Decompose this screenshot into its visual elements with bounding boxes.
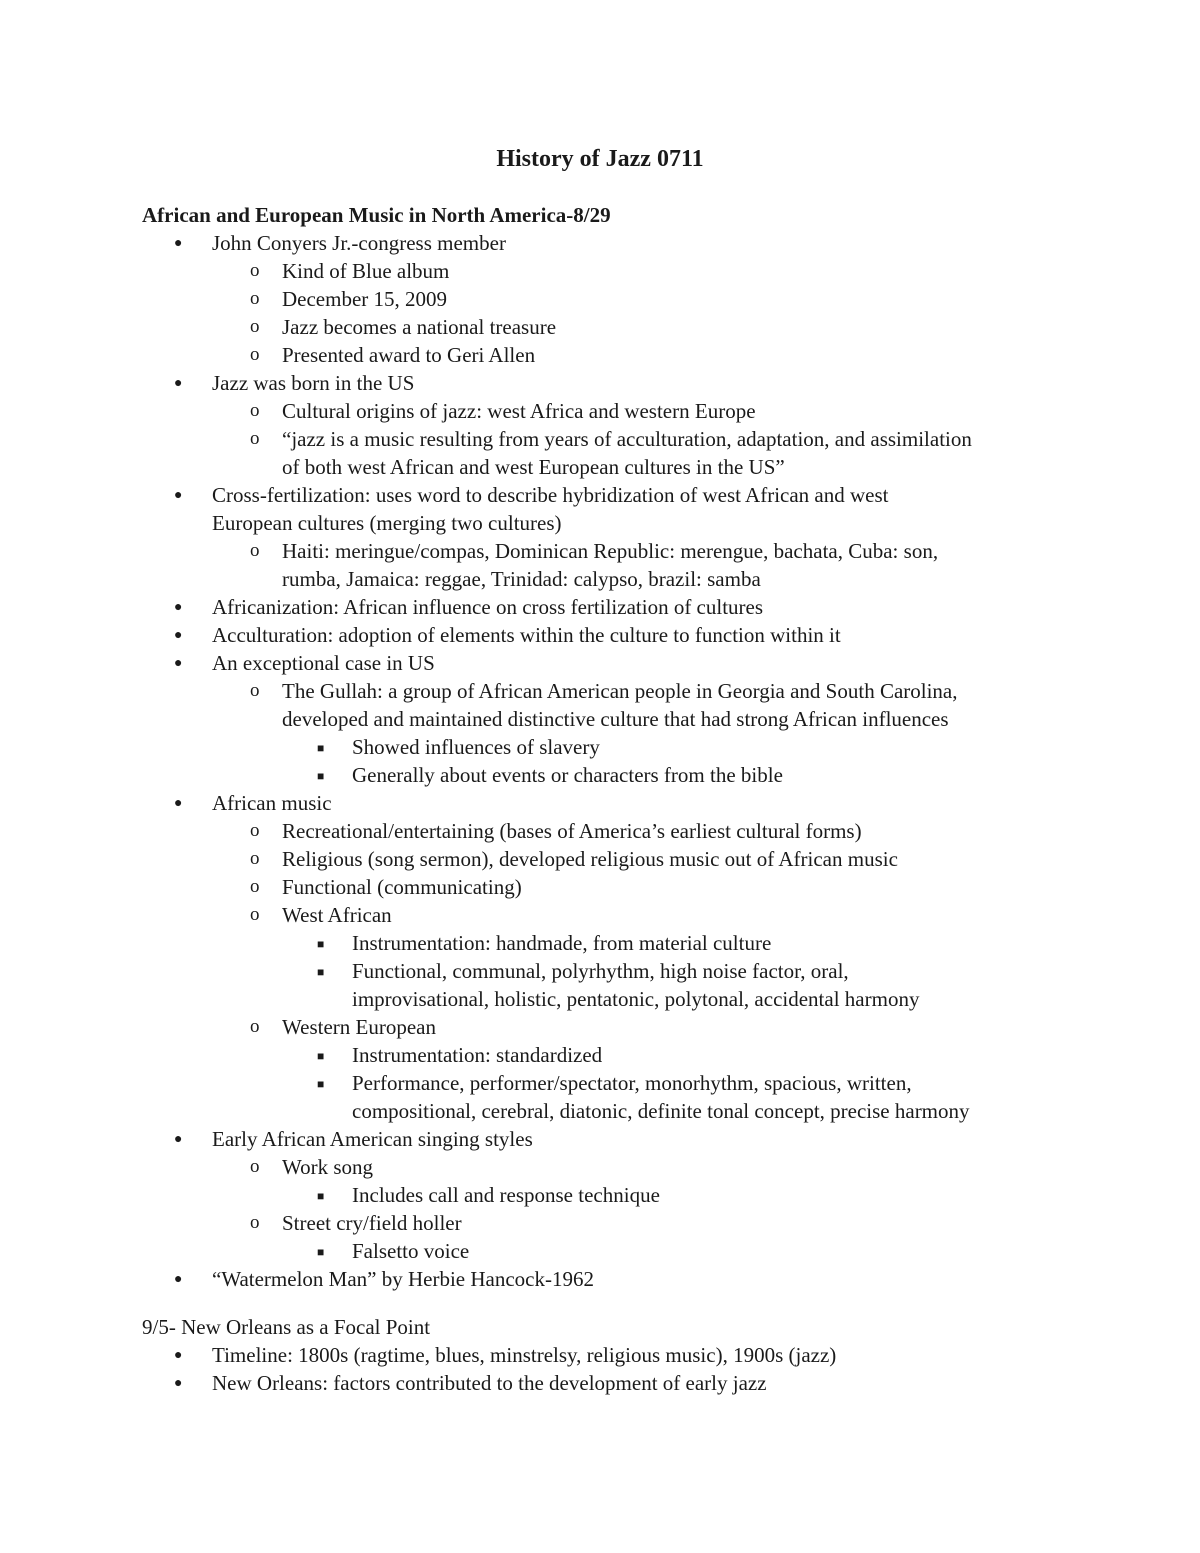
list-item-level-1 bbox=[0, 229, 1200, 257]
list-item-level-1 bbox=[0, 649, 1200, 677]
list-item-text: December 15, 2009 bbox=[282, 287, 448, 311]
circle-marker: o bbox=[250, 680, 260, 701]
square-marker: ■ bbox=[317, 1245, 325, 1259]
list-item-level-2 bbox=[0, 425, 1200, 481]
section-1-notes-list bbox=[0, 229, 1200, 1293]
list-item-level-3 bbox=[0, 929, 1200, 957]
list-item-text: Instrumentation: standardized bbox=[352, 1043, 603, 1067]
list-item-level-1 bbox=[0, 369, 1200, 397]
list-item-text-continuation: of both west African and west European cultures in the US” bbox=[282, 455, 785, 479]
list-item-level-2 bbox=[0, 257, 1200, 285]
section-heading-2: 9/5- New Orleans as a Focal Point bbox=[142, 1315, 431, 1339]
list-item-level-3 bbox=[0, 761, 1200, 789]
square-marker: ■ bbox=[317, 769, 325, 783]
list-item-text: The Gullah: a group of African American people in Georgia and South Carolina, bbox=[282, 679, 958, 703]
circle-marker: o bbox=[250, 428, 260, 449]
bullet-marker: ● bbox=[174, 796, 183, 811]
list-item-level-1 bbox=[0, 1341, 1200, 1369]
list-item-text: Timeline: 1800s (ragtime, blues, minstrelsy, religious music), 1900s (jazz) bbox=[212, 1343, 837, 1367]
circle-marker: o bbox=[250, 820, 260, 841]
list-item-text: Presented award to Geri Allen bbox=[282, 343, 536, 367]
bullet-marker: ● bbox=[174, 1132, 183, 1147]
bullet-marker: ● bbox=[174, 488, 183, 503]
square-marker: ■ bbox=[317, 741, 325, 755]
square-marker: ■ bbox=[317, 1049, 325, 1063]
list-item-text: West African bbox=[282, 903, 392, 927]
list-item-text: Kind of Blue album bbox=[282, 259, 450, 283]
list-item-text: Falsetto voice bbox=[352, 1239, 470, 1263]
list-item-level-1 bbox=[0, 593, 1200, 621]
list-item-level-3 bbox=[0, 1237, 1200, 1265]
list-item-level-2 bbox=[0, 537, 1200, 593]
circle-marker: o bbox=[250, 400, 260, 421]
list-item-level-2 bbox=[0, 313, 1200, 341]
list-item-level-2 bbox=[0, 817, 1200, 845]
list-item-text: Work song bbox=[282, 1155, 374, 1179]
list-item-text: New Orleans: factors contributed to the development of early jazz bbox=[212, 1371, 767, 1395]
circle-marker: o bbox=[250, 1016, 260, 1037]
list-item-level-2 bbox=[0, 1013, 1200, 1041]
list-item-level-2 bbox=[0, 677, 1200, 733]
list-item-text: Includes call and response technique bbox=[352, 1183, 660, 1207]
circle-marker: o bbox=[250, 904, 260, 925]
list-item-level-2 bbox=[0, 845, 1200, 873]
circle-marker: o bbox=[250, 344, 260, 365]
list-item-level-3 bbox=[0, 1041, 1200, 1069]
list-item-text: Acculturation: adoption of elements within the culture to function within it bbox=[212, 623, 841, 647]
bullet-marker: ● bbox=[174, 628, 183, 643]
list-item-level-1 bbox=[0, 1125, 1200, 1153]
bullet-marker: ● bbox=[174, 236, 183, 251]
list-item-text: Functional, communal, polyrhythm, high noise factor, oral, bbox=[352, 959, 849, 983]
list-item-level-3 bbox=[0, 1181, 1200, 1209]
list-item-text: Street cry/field holler bbox=[282, 1211, 462, 1235]
list-item-level-2 bbox=[0, 901, 1200, 929]
list-item-text: John Conyers Jr.-congress member bbox=[212, 231, 506, 255]
list-item-level-2 bbox=[0, 1153, 1200, 1181]
circle-marker: o bbox=[250, 1212, 260, 1233]
list-item-text: Functional (communicating) bbox=[282, 875, 522, 899]
list-item-text: Religious (song sermon), developed religious music out of African music bbox=[282, 847, 898, 871]
circle-marker: o bbox=[250, 1156, 260, 1177]
list-item-text: African music bbox=[212, 791, 332, 815]
list-item-text: Performance, performer/spectator, monorhythm, spacious, written, bbox=[352, 1071, 912, 1095]
list-item-text: Western European bbox=[282, 1015, 436, 1039]
list-item-text: Showed influences of slavery bbox=[352, 735, 600, 759]
circle-marker: o bbox=[250, 848, 260, 869]
circle-marker: o bbox=[250, 260, 260, 281]
list-item-text: Africanization: African influence on cross fertilization of cultures bbox=[212, 595, 764, 619]
list-item-level-2 bbox=[0, 285, 1200, 313]
square-marker: ■ bbox=[317, 1189, 325, 1203]
list-item-level-1 bbox=[0, 1369, 1200, 1397]
list-item-level-3 bbox=[0, 733, 1200, 761]
circle-marker: o bbox=[250, 316, 260, 337]
list-item-text: Jazz was born in the US bbox=[212, 371, 415, 395]
circle-marker: o bbox=[250, 876, 260, 897]
square-marker: ■ bbox=[317, 965, 325, 979]
list-item-text: “Watermelon Man” by Herbie Hancock-1962 bbox=[212, 1267, 594, 1291]
bullet-marker: ● bbox=[174, 376, 183, 391]
list-item-level-1 bbox=[0, 621, 1200, 649]
list-item-level-1 bbox=[0, 1265, 1200, 1293]
list-item-text: “jazz is a music resulting from years of acculturation, adaptation, and assimilation bbox=[282, 427, 972, 451]
list-item-text-continuation: developed and maintained distinctive culture that had strong African influences bbox=[282, 707, 949, 731]
list-item-text-continuation: improvisational, holistic, pentatonic, polytonal, accidental harmony bbox=[352, 987, 920, 1011]
list-item-level-1 bbox=[0, 481, 1200, 537]
list-item-text: Recreational/entertaining (bases of America’s earliest cultural forms) bbox=[282, 819, 862, 843]
square-marker: ■ bbox=[317, 1077, 325, 1091]
list-item-text-continuation: rumba, Jamaica: reggae, Trinidad: calypso, brazil: samba bbox=[282, 567, 761, 591]
bullet-marker: ● bbox=[174, 1348, 183, 1363]
list-item-level-3 bbox=[0, 957, 1200, 1013]
list-item-text: Generally about events or characters from the bible bbox=[352, 763, 783, 787]
bullet-marker: ● bbox=[174, 600, 183, 615]
bullet-marker: ● bbox=[174, 656, 183, 671]
document-title: History of Jazz 0711 bbox=[496, 146, 704, 172]
list-item-text: Haiti: meringue/compas, Dominican Republic: merengue, bachata, Cuba: son, bbox=[282, 539, 939, 563]
list-item-level-2 bbox=[0, 397, 1200, 425]
list-item-level-3 bbox=[0, 1069, 1200, 1125]
list-item-text-continuation: European cultures (merging two cultures) bbox=[212, 511, 562, 535]
list-item-text: Early African American singing styles bbox=[212, 1127, 533, 1151]
list-item-text-continuation: compositional, cerebral, diatonic, definite tonal concept, precise harmony bbox=[352, 1099, 970, 1123]
list-item-text: Instrumentation: handmade, from material culture bbox=[352, 931, 772, 955]
list-item-level-2 bbox=[0, 873, 1200, 901]
list-item-level-2 bbox=[0, 341, 1200, 369]
list-item-text: Cross-fertilization: uses word to describe hybridization of west African and west bbox=[212, 483, 889, 507]
list-item-level-2 bbox=[0, 1209, 1200, 1237]
square-marker: ■ bbox=[317, 937, 325, 951]
section-2-notes-list bbox=[0, 1341, 1200, 1397]
circle-marker: o bbox=[250, 540, 260, 561]
bullet-marker: ● bbox=[174, 1376, 183, 1391]
list-item-text: An exceptional case in US bbox=[212, 651, 435, 675]
section-heading-1: African and European Music in North America-8/29 bbox=[142, 203, 611, 227]
list-item-level-1 bbox=[0, 789, 1200, 817]
list-item-text: Jazz becomes a national treasure bbox=[282, 315, 557, 339]
list-item-text: Cultural origins of jazz: west Africa and western Europe bbox=[282, 399, 756, 423]
bullet-marker: ● bbox=[174, 1272, 183, 1287]
circle-marker: o bbox=[250, 288, 260, 309]
